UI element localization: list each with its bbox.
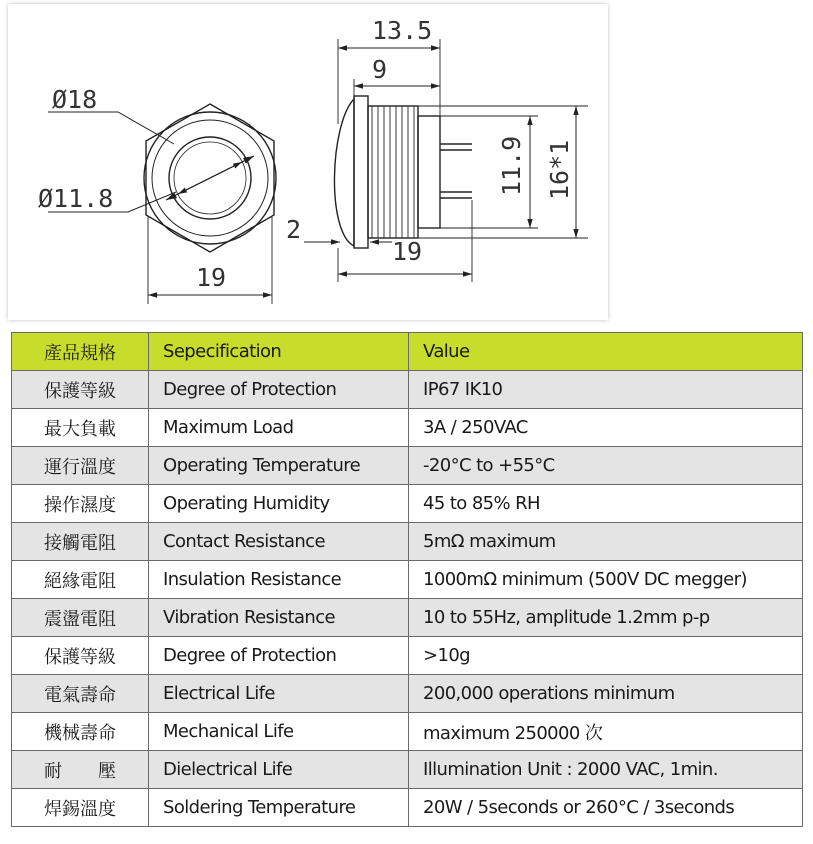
row-value-cell: 3A / 250VAC: [409, 409, 803, 447]
row-value-cell: 20W / 5seconds or 260°C / 3seconds: [409, 789, 803, 827]
row-value-cell: IP67 IK10: [409, 371, 803, 409]
row-zh-cell: 震盪電阻: [12, 599, 149, 637]
row-value-cell: -20°C to +55°C: [409, 447, 803, 485]
row-zh-cell: 接觸電阻: [12, 523, 149, 561]
row-spec-cell: Electrical Life: [149, 675, 409, 713]
row-zh-cell: 保護等級: [12, 637, 149, 675]
button-head: [334, 99, 354, 246]
label-inner-diameter: Ø11.8: [38, 184, 114, 213]
row-zh-cell: 耐 壓: [12, 751, 149, 789]
technical-drawing: [8, 4, 608, 320]
label-outer-diameter: Ø18: [52, 85, 98, 114]
header-spec: Sepecification: [149, 333, 409, 371]
row-value-cell: >10g: [409, 637, 803, 675]
row-zh-cell: 最大負載: [12, 409, 149, 447]
label-nut-width: 19: [392, 237, 423, 266]
row-spec-cell: Mechanical Life: [149, 713, 409, 751]
row-zh-cell: 保護等級: [12, 371, 149, 409]
threaded-body: [368, 106, 418, 238]
row-spec-cell: Operating Humidity: [149, 485, 409, 523]
row-spec-cell: Insulation Resistance: [149, 561, 409, 599]
row-value-cell: 10 to 55Hz, amplitude 1.2mm p-p: [409, 599, 803, 637]
row-value-cell: 200,000 operations minimum: [409, 675, 803, 713]
label-pin-height: 11.9: [497, 135, 526, 196]
spec-table-header: [12, 333, 803, 371]
row-zh-cell: 電氣壽命: [12, 675, 149, 713]
row-spec-cell: Vibration Resistance: [149, 599, 409, 637]
label-head-thickness: 2: [286, 215, 302, 244]
table-row: [12, 789, 803, 827]
row-zh-cell: 焊錫溫度: [12, 789, 149, 827]
row-zh-cell: 操作濕度: [12, 485, 149, 523]
row-value-cell: 5mΩ maximum: [409, 523, 803, 561]
row-value-cell: 1000mΩ minimum (500V DC megger): [409, 561, 803, 599]
spec-table: [11, 332, 803, 827]
row-value-cell: maximum 250000 次: [409, 713, 803, 751]
table-row: [12, 713, 803, 751]
bezel-flange: [354, 96, 368, 248]
table-row: [12, 675, 803, 713]
dimension-drawing: [8, 4, 608, 320]
row-value-cell: Illumination Unit : 2000 VAC, 1min.: [409, 751, 803, 789]
header-zh: 產品規格: [12, 333, 149, 371]
rear-housing: [418, 116, 440, 228]
row-spec-cell: Degree of Protection: [149, 637, 409, 675]
table-row: [12, 371, 803, 409]
row-zh-cell: 絕緣電阻: [12, 561, 149, 599]
row-spec-cell: Contact Resistance: [149, 523, 409, 561]
table-row: [12, 447, 803, 485]
label-total-length: 13.5: [372, 16, 433, 45]
table-row: [12, 485, 803, 523]
row-value-cell: 45 to 85% RH: [409, 485, 803, 523]
row-zh-cell: 運行溫度: [12, 447, 149, 485]
table-row: [12, 599, 803, 637]
table-row: [12, 409, 803, 447]
label-hex-width: 19: [196, 263, 227, 292]
row-spec-cell: Degree of Protection: [149, 371, 409, 409]
row-zh-cell: 機械壽命: [12, 713, 149, 751]
row-spec-cell: Dielectrical Life: [149, 751, 409, 789]
row-spec-cell: Operating Temperature: [149, 447, 409, 485]
label-thread: 16*1: [545, 139, 574, 200]
row-spec-cell: Soldering Temperature: [149, 789, 409, 827]
table-row: [12, 561, 803, 599]
header-value: Value: [409, 333, 803, 371]
spec-table-body: [12, 371, 803, 827]
label-body-length: 9: [372, 55, 388, 84]
table-row: [12, 751, 803, 789]
table-row: [12, 523, 803, 561]
row-spec-cell: Maximum Load: [149, 409, 409, 447]
table-row: [12, 637, 803, 675]
